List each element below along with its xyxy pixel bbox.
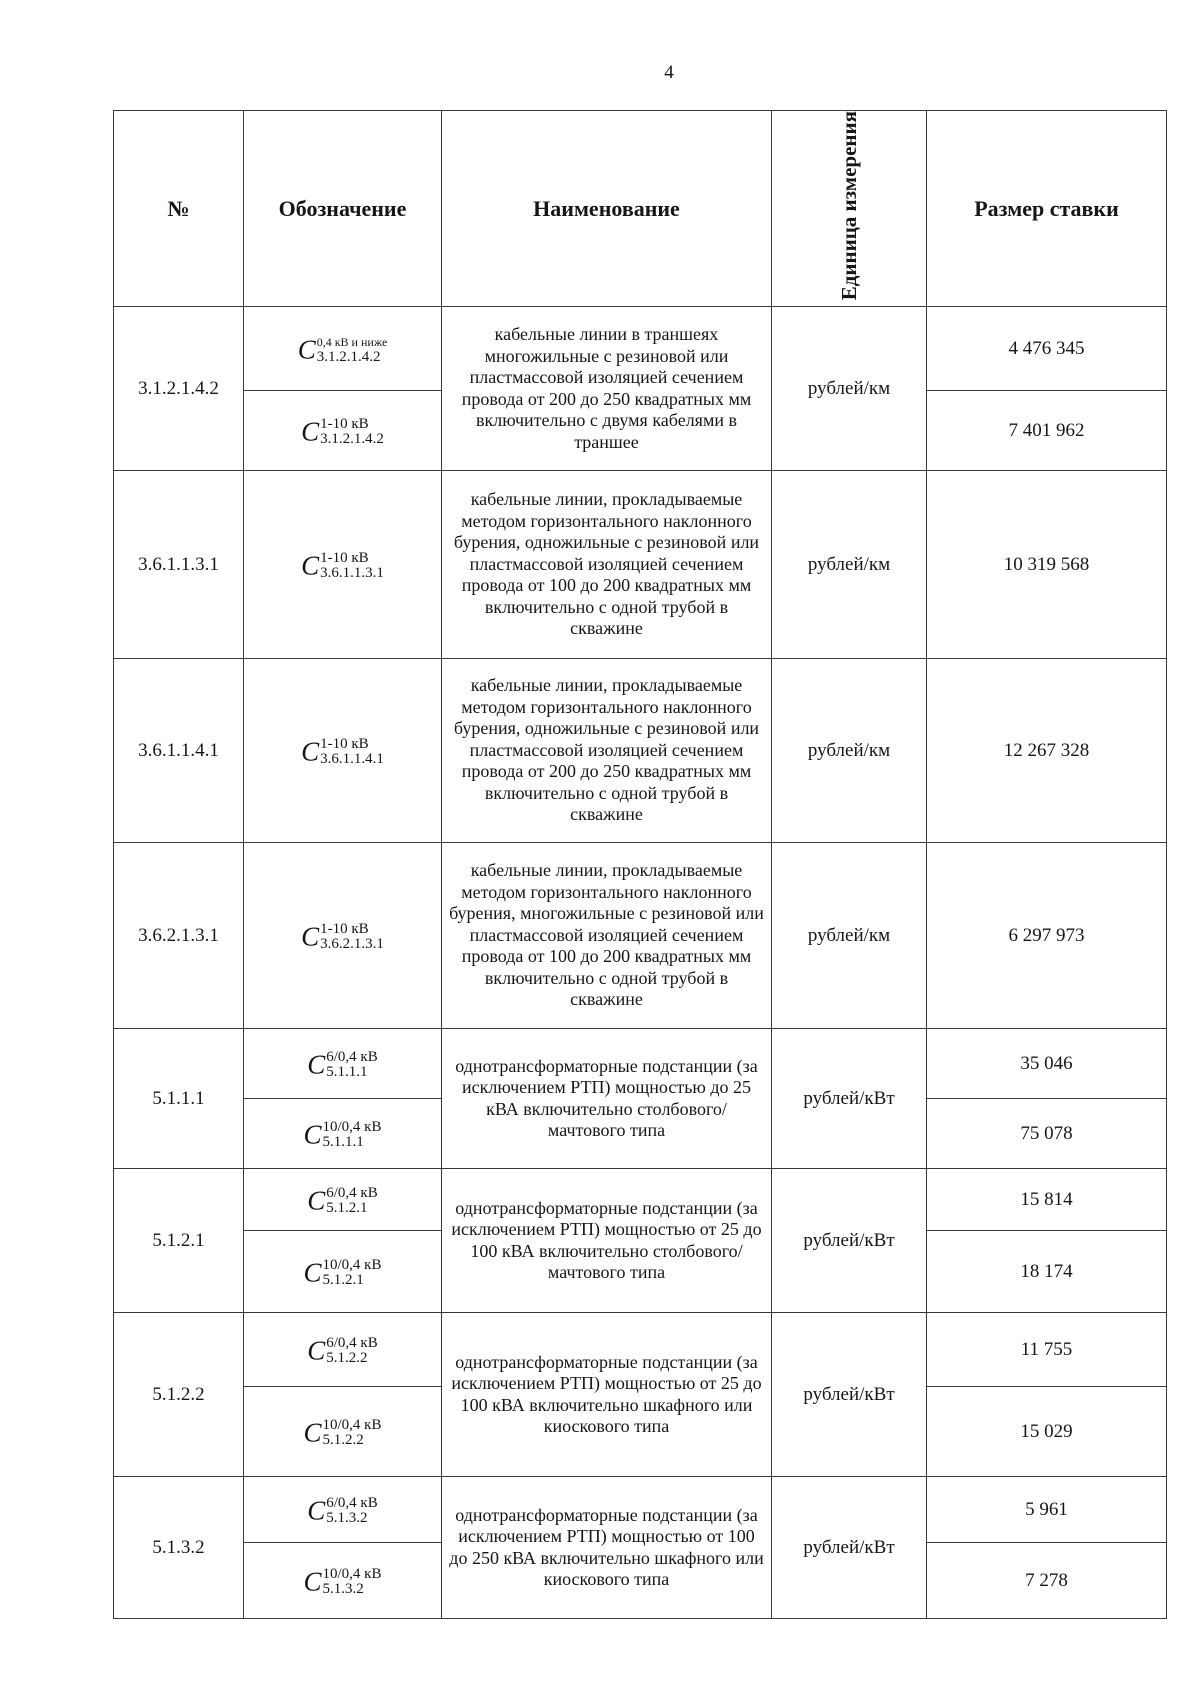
rate-value: 7 278: [927, 1543, 1167, 1619]
symbol-subscript: 5.1.3.2: [326, 1509, 368, 1526]
symbol-base: C: [303, 1566, 322, 1597]
table-row: [114, 1313, 1167, 1387]
header-name: Наименование: [442, 111, 772, 307]
designation-cell: [244, 659, 442, 843]
symbol-scripts: [323, 1120, 382, 1150]
designation-symbol: [301, 919, 384, 952]
designation-cell: [244, 843, 442, 1029]
description: кабельные линии, прокладываемые методом горизонтального наклонного бурения, одножильные с резиновой или пластмассовой изоляцией сечением провода от 100 до 200 квадратных мм включительно с одной трубой в скважине: [442, 471, 772, 659]
symbol-scripts: [326, 1186, 377, 1216]
symbol-superscript: 6/0,4 кВ: [326, 1334, 378, 1351]
table-row: [114, 1477, 1167, 1543]
designation-cell: [244, 471, 442, 659]
symbol-subscript: 5.1.2.1: [326, 1199, 368, 1216]
table-body: [114, 307, 1167, 1619]
rate-value: 12 267 328: [927, 659, 1167, 843]
designation-cell: [244, 1029, 442, 1099]
rate-value: 6 297 973: [927, 843, 1167, 1029]
symbol-scripts: [323, 1567, 382, 1597]
symbol-superscript: 1-10 кВ: [320, 415, 369, 432]
symbol-base: C: [301, 736, 320, 767]
unit: рублей/кВт: [772, 1029, 927, 1169]
row-number: 5.1.2.2: [114, 1313, 244, 1477]
description: однотрансформаторные подстанции (за исключением РТП) мощностью до 25 кВА включительно столбового/мачтового типа: [442, 1029, 772, 1169]
rate-value: 75 078: [927, 1099, 1167, 1169]
description: кабельные линии, прокладываемые методом горизонтального наклонного бурения, многожильные с резиновой или пластмассовой изоляцией сечением провода от 100 до 200 квадратных мм включительно с одной трубой в скважине: [442, 843, 772, 1029]
row-number: 3.6.1.1.3.1: [114, 471, 244, 659]
symbol-scripts: [326, 1050, 377, 1080]
rate-value: 18 174: [927, 1231, 1167, 1313]
unit: рублей/кВт: [772, 1169, 927, 1313]
symbol-superscript: 10/0,4 кВ: [322, 1565, 382, 1582]
table-row: [114, 1169, 1167, 1231]
symbol-scripts: [323, 1258, 382, 1288]
symbol-subscript: 3.6.2.1.3.1: [320, 935, 384, 952]
designation-symbol: [303, 1415, 382, 1448]
symbol-superscript: 10/0,4 кВ: [322, 1416, 382, 1433]
designation-cell: [244, 1543, 442, 1619]
symbol-superscript: 0,4 кВ и ниже: [316, 334, 388, 349]
rate-value: 10 319 568: [927, 471, 1167, 659]
designation-symbol: [307, 1493, 378, 1526]
designation-symbol: [301, 414, 384, 447]
table-row: [114, 471, 1167, 659]
designation-cell: [244, 391, 442, 471]
description: кабельные линии, прокладываемые методом горизонтального наклонного бурения, одножильные с резиновой или пластмассовой изоляцией сечением провода от 200 до 250 квадратных мм включительно с одной трубой в скважине: [442, 659, 772, 843]
symbol-superscript: 6/0,4 кВ: [326, 1048, 378, 1065]
symbol-subscript: 5.1.2.1: [322, 1271, 364, 1288]
symbol-superscript: 1-10 кВ: [320, 920, 369, 937]
symbol-base: C: [303, 1257, 322, 1288]
header-num: №: [114, 111, 244, 307]
symbol-superscript: 10/0,4 кВ: [322, 1256, 382, 1273]
symbol-subscript: 3.6.1.1.4.1: [320, 750, 384, 767]
designation-cell: [244, 1313, 442, 1387]
designation-cell: [244, 1231, 442, 1313]
rate-value: 4 476 345: [927, 307, 1167, 391]
table-row: [114, 307, 1167, 391]
description: однотрансформаторные подстанции (за исключением РТП) мощностью от 100 до 250 кВА включительно шкафного или киоскового типа: [442, 1477, 772, 1619]
row-number: 3.6.2.1.3.1: [114, 843, 244, 1029]
header-designation: Обозначение: [244, 111, 442, 307]
rate-value: 7 401 962: [927, 391, 1167, 471]
symbol-subscript: 3.6.1.1.3.1: [320, 564, 384, 581]
description: однотрансформаторные подстанции (за исключением РТП) мощностью от 25 до 100 кВА включительно столбового/мачтового типа: [442, 1169, 772, 1313]
symbol-scripts: [320, 737, 384, 767]
table-row: [114, 1029, 1167, 1099]
designation-symbol: [307, 1183, 378, 1216]
header-rate: Размер ставки: [927, 111, 1167, 307]
rates-table: [113, 110, 1167, 1619]
rate-value: 11 755: [927, 1313, 1167, 1387]
symbol-subscript: 5.1.1.1: [322, 1133, 364, 1150]
symbol-scripts: [326, 1496, 377, 1526]
symbol-base: C: [297, 334, 316, 365]
description: однотрансформаторные подстанции (за исключением РТП) мощностью от 25 до 100 кВА включительно шкафного или киоскового типа: [442, 1313, 772, 1477]
row-number: 3.6.1.1.4.1: [114, 659, 244, 843]
unit: рублей/кВт: [772, 1477, 927, 1619]
symbol-base: C: [301, 550, 320, 581]
description: кабельные линии в траншеях многожильные с резиновой или пластмассовой изоляцией сечением провода от 200 до 250 квадратных мм включительно с двумя кабелями в траншее: [442, 307, 772, 471]
symbol-base: C: [303, 1119, 322, 1150]
designation-symbol: [301, 548, 384, 581]
symbol-scripts: [320, 922, 384, 952]
designation-cell: [244, 1387, 442, 1477]
table-header-row: [114, 111, 1167, 307]
symbol-base: C: [307, 1049, 326, 1080]
symbol-subscript: 5.1.2.2: [326, 1349, 368, 1366]
page-number: 4: [664, 62, 674, 83]
designation-symbol: [307, 1047, 378, 1080]
symbol-subscript: 5.1.3.2: [322, 1580, 364, 1597]
rate-value: 5 961: [927, 1477, 1167, 1543]
symbol-superscript: 1-10 кВ: [320, 735, 369, 752]
symbol-subscript: 3.1.2.1.4.2: [316, 348, 381, 365]
designation-cell: [244, 1169, 442, 1231]
symbol-base: C: [301, 416, 320, 447]
symbol-superscript: 6/0,4 кВ: [326, 1184, 378, 1201]
rate-value: 15 029: [927, 1387, 1167, 1477]
symbol-superscript: 1-10 кВ: [320, 549, 369, 566]
symbol-subscript: 5.1.2.2: [322, 1431, 364, 1448]
symbol-scripts: [320, 551, 384, 581]
symbol-scripts: [317, 335, 388, 365]
symbol-subscript: 5.1.1.1: [326, 1063, 368, 1080]
table-row: [114, 843, 1167, 1029]
symbol-subscript: 3.1.2.1.4.2: [320, 430, 384, 447]
rate-value: 15 814: [927, 1169, 1167, 1231]
unit: рублей/кВт: [772, 1313, 927, 1477]
designation-symbol: [303, 1255, 382, 1288]
symbol-base: C: [301, 921, 320, 952]
header-unit-label: Единица измерения: [836, 111, 861, 301]
symbol-base: C: [307, 1335, 326, 1366]
symbol-superscript: 6/0,4 кВ: [326, 1494, 378, 1511]
symbol-base: C: [307, 1495, 326, 1526]
designation-symbol: [303, 1117, 382, 1150]
unit: рублей/км: [772, 471, 927, 659]
symbol-base: C: [303, 1417, 322, 1448]
unit: рублей/км: [772, 843, 927, 1029]
row-number: 5.1.1.1: [114, 1029, 244, 1169]
symbol-scripts: [326, 1336, 377, 1366]
designation-symbol: [307, 1333, 378, 1366]
header-unit: [772, 111, 927, 307]
designation-cell: [244, 1477, 442, 1543]
row-number: 5.1.2.1: [114, 1169, 244, 1313]
rate-value: 35 046: [927, 1029, 1167, 1099]
symbol-base: C: [307, 1185, 326, 1216]
designation-cell: [244, 307, 442, 391]
designation-symbol: [301, 734, 384, 767]
unit: рублей/км: [772, 307, 927, 471]
designation-cell: [244, 1099, 442, 1169]
designation-symbol: [303, 1564, 382, 1597]
designation-symbol: [297, 332, 388, 365]
symbol-scripts: [323, 1418, 382, 1448]
table-row: [114, 659, 1167, 843]
row-number: 5.1.3.2: [114, 1477, 244, 1619]
unit: рублей/км: [772, 659, 927, 843]
symbol-scripts: [320, 417, 384, 447]
symbol-superscript: 10/0,4 кВ: [322, 1118, 382, 1135]
row-number: 3.1.2.1.4.2: [114, 307, 244, 471]
